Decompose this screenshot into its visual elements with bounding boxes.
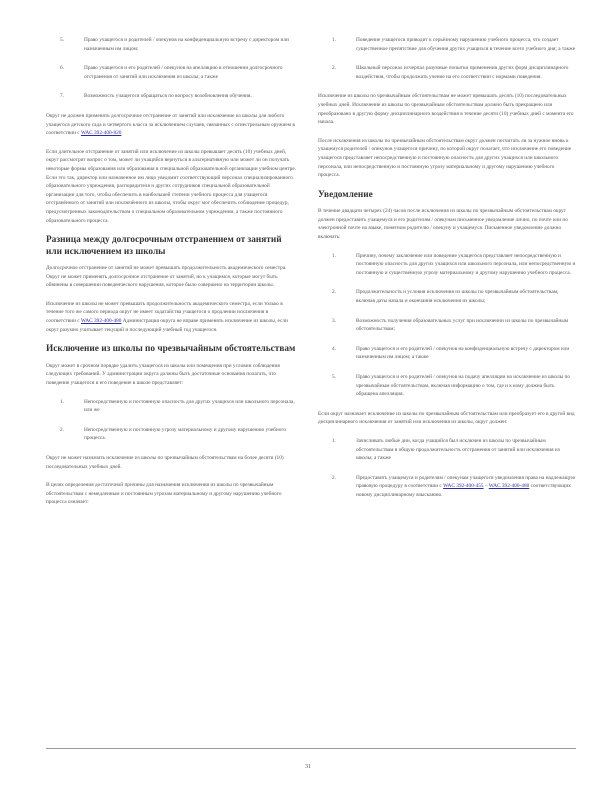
paragraph: Долгосрочное отстранение от занятий не может превышать продолжительность академического семестра. Округ не может применять долгосрочное отстранение от занятий, но к учащимся, которые могут быть обвинены в совершении поведенческого нарушения, которое было совершено на территории школы. bbox=[46, 265, 287, 289]
paragraph: Округ может в срочном порядке удалить учащегося из школы или помещения при условии соблюдения следующих требований. У администрации округа должны быть достаточные основания полагать, что поведение учащегося и его поведение в школе представляет: bbox=[46, 362, 280, 386]
right-mid-list bbox=[318, 252, 576, 399]
left-column bbox=[46, 36, 298, 517]
list-item: 2. Непосредственную и постоянную угрозу материальному и другому нарушению учебного процесса. bbox=[60, 426, 287, 442]
list-item: 1. Зачисливать любые дни, когда учащийся был исключен из школы по чрезвычайным обстоятельствам в общую продолжительность отстранения от занятий или исключения из школы; а также bbox=[332, 437, 560, 462]
list-item: 6. Право учащегося и его родителей / опекунов на апелляцию в отношении долгосрочного отстранения от занятий или исключения из школы; а также bbox=[60, 65, 283, 80]
wac-link[interactable]: WAC 392-400-820 bbox=[80, 130, 122, 137]
section-heading: Исключение из школы по чрезвычайным обстоятельствам bbox=[46, 344, 296, 355]
left-top-list bbox=[46, 36, 298, 101]
section-heading: Разница между долгосрочным отстранением от занятий или исключением из школы bbox=[46, 235, 282, 257]
list-item: 1. Поведение учащегося приводит к серьёзному нарушению учебного процесса, что создает существенное препятствие для обучения других учащихся в течение всего учебного дня; а также bbox=[332, 37, 576, 52]
paragraph: Округ не должен применять долгосрочное отстранение от занятий или исключение из школы для любого учащегося детского сада и четвертого класса за исключением случаев, связанных с огнестрельным оружием в соответствии с WAC 392-400-820 bbox=[46, 112, 295, 137]
paragraph: Если округ назначает исключение из школы по чрезвычайным обстоятельствам или преобразует его в другой вид дисциплинарного исключения от занятий или исключения из школы, округ должен: bbox=[318, 410, 575, 426]
page-number: 31 bbox=[305, 764, 311, 770]
section-heading: Уведомление bbox=[318, 189, 373, 200]
footer-divider bbox=[46, 748, 576, 749]
right-end-list bbox=[318, 437, 576, 500]
paragraph: В целях определения достаточной причины для назначения исключения из школы по чрезвычайным обстоятельствам с немедленным и постоянным угрозам материальному и другому нарушению учебного процесса означает: bbox=[46, 482, 282, 506]
list-item: 1. Причину, почему заключение или поведение учащегося представляет непосредственную и постоянную опасность для других учащихся или школьного персонала, или непосредственную и постоянную и существенную угрозу материальному и другому нарушению учебного процесса. bbox=[332, 252, 576, 276]
wac-link[interactable]: WAC 392-400-455 bbox=[443, 483, 484, 490]
list-item: 3. Возможность получения образовательных услуг при исключении из школы по чрезвычайным обстоятельствам; bbox=[332, 317, 569, 333]
paragraph: Исключение из школы по чрезвычайным обстоятельствам не может превышать десять (10) последовательных учебных дней. Исключение из школы по чрезвычайным обстоятельствам должно быть прекращено или преобразовано в другую форму дисциплинарного воздействия в течение десяти (10) учебных дней с момента его начала. bbox=[318, 93, 574, 126]
right-top-list bbox=[318, 36, 576, 81]
list-item: 2. Предоставить учащемуся и родителям / опекунам учащегося уведомления права на надлежащую правовую процедуру в соответствии с WAC 392-400-455 – WAC 392-400-480 соответствующих новому дисциплинарному взысканию. bbox=[332, 474, 576, 498]
list-item: 2. Школьный персонал исчерпал разумные попытки применения других форм дисциплинарного воздействия, чтобы продолжать учение на его соответствии с нормами поведения. bbox=[332, 65, 569, 80]
wac-link[interactable]: WAC 392-400-480 bbox=[80, 318, 122, 325]
left-mid-list bbox=[46, 398, 298, 443]
list-item: 7. Возможность учащегося обращаться по вопросу возобновления обучения. bbox=[60, 93, 252, 100]
list-item: 5. Право учащегося и родителей / опекунов на конфиденциальную встречу с директором или назначенным им лицом; bbox=[60, 37, 289, 52]
wac-link[interactable]: WAC 392-400-480 bbox=[488, 483, 530, 490]
paragraph: Исключение из школы не может превышать продолжительность академического семестра, если только в течение того же самого периода округ не имеет ходатайства учащегося о продлении исключения в соответствии с WAC 392-400-480 Администрация округа не вправе применять исключение из школы, если округ разумно учитывает текущий и последующий учебный год учащегося. bbox=[46, 300, 288, 333]
right-column bbox=[318, 36, 576, 510]
list-item: 2. Продолжительность и условия исключения из школы по чрезвычайным обстоятельствам, включая даты начала и окончания исключения из школы; bbox=[332, 289, 559, 304]
list-item: 1. Непосредственную и постоянную опасность для других учащихся или школьного персонала, или же bbox=[60, 398, 295, 414]
paragraph: Округ не может назначать исключение из школы по чрезвычайным обстоятельствам на более десяти (10) последовательных учебных дней. bbox=[46, 454, 284, 470]
paragraph: В течение двадцати четырех (24) часов после исключения из школы по чрезвычайным обстоятельствам округ должен предоставить учащемуся и его родителям / опекунам письменное уведомление лично, по почте или по электронной почте на языке, понятном родителю / опекуну и учащемуся. Письменное уведомление должно включать: bbox=[318, 208, 568, 240]
paragraph: После исключения из школы по чрезвычайным обстоятельствам округ должен посчитать ли за нужное вновь к учащемуся родителей / опекунов учащегося причину, по которой округ полагает, что исключение его поведение учащегося представляет непосредственную и постоянную опасность для других учащихся или школьного персонала, или непосредственную и постоянную угрозу материальному и другому нарушению учебного процесса. bbox=[318, 137, 572, 179]
paragraph: Если длительное отстранение от занятий или исключение из школы превышает десять (10) учебных дней, округ рассмотрит вопрос о том, может ли учащийся вернуться в альтернативную или может ли он получать некоторые формы образования или образования в специальной образовательной организации учебном центре. Если это так, директор или назначенное им лицо уведомит соответствующий персонал специализированного образовательного учреждения, распорядителя и других сотрудников специальной образовательной организации для того, чтобы обеспечить в наибольшей степени учебного процесса для учащегося отстранённого от занятий или исключённого из школы, чтобы округ мог обеспечить соблюдение процедур, предусмотренных законодательством о специальном образовательном учреждении, а также постоянного образовательного процесса. bbox=[46, 148, 296, 224]
list-item: 4. Право учащегося и его родителей / опекунов на конфиденциальную встречу с директором или назначенным им лицом; а также bbox=[332, 345, 570, 361]
list-item: 5. Право учащегося и его родителей / опекунов на подачу апелляции на исключение из школы по чрезвычайным обстоятельствам, включая информацию о том, где и к кому должна быть обращена апелляция. bbox=[332, 373, 570, 398]
